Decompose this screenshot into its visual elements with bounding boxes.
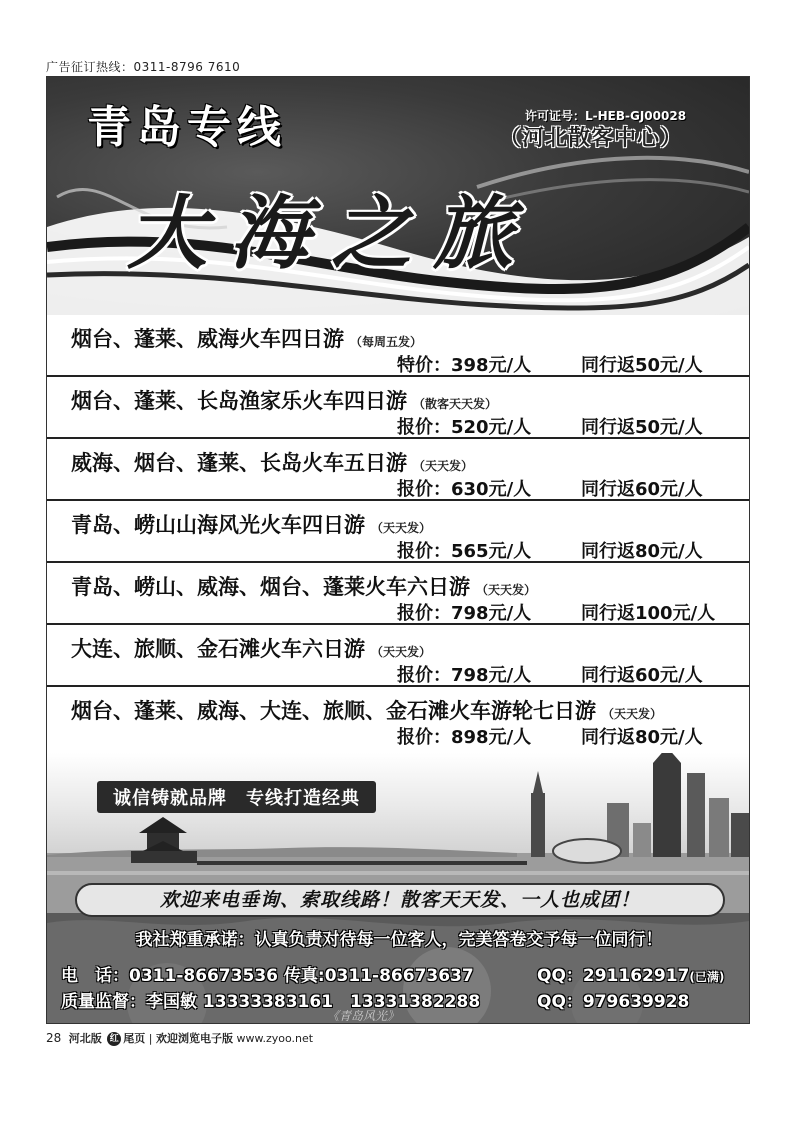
tour-rebate: 同行返100元/人	[581, 603, 716, 624]
tour-name: 威海、烟台、蓬莱、长岛火车五日游 （天天发）	[71, 450, 474, 475]
service-promise: 我社郑重承诺：认真负责对待每一位客人，完美答卷交予每一位同行！	[135, 930, 663, 950]
page-number: 28	[46, 1031, 62, 1045]
tour-row	[47, 377, 749, 439]
tour-price: 报价：630元/人	[397, 479, 532, 500]
tour-price: 报价：565元/人	[397, 541, 532, 562]
welcome-text: 欢迎来电垂询、索取线路！散客天天发、一人也成团！	[159, 889, 640, 911]
agency-name: （河北散客中心）	[499, 125, 684, 151]
tour-rebate: 同行返80元/人	[581, 541, 703, 562]
tour-schedule: （天天发）	[371, 645, 432, 659]
tour-schedule: （天天发）	[413, 459, 474, 473]
tour-name: 烟台、蓬莱、威海、大连、旅顺、金石滩火车游轮七日游 （天天发）	[71, 698, 663, 723]
tour-rebate: 同行返60元/人	[581, 665, 703, 686]
tour-row	[47, 687, 749, 749]
tour-schedule: （天天发）	[476, 583, 537, 597]
tour-price: 报价：520元/人	[397, 417, 532, 438]
brand-slogan: 诚信铸就品牌 专线打造经典	[97, 781, 376, 813]
tour-schedule: （天天发）	[371, 521, 432, 535]
tour-row	[47, 625, 749, 687]
route-title: 青岛专线	[87, 102, 287, 153]
qq-number-2: QQ：979639928	[537, 992, 690, 1012]
tour-rebate: 同行返50元/人	[581, 355, 703, 376]
qq-line-1	[537, 961, 724, 986]
tour-row	[47, 563, 749, 625]
supervisor-line: 质量监督：李国敏 13333383161 13331382288	[61, 992, 481, 1012]
tour-price: 特价：398元/人	[397, 355, 532, 376]
tour-name: 烟台、蓬莱、威海火车四日游 （每周五发）	[71, 326, 423, 351]
tour-schedule: （天天发）	[602, 707, 663, 721]
tour-rebate: 同行返50元/人	[581, 417, 703, 438]
phone-number: 电 话：0311-86673536	[61, 966, 278, 986]
footer-separator: |	[148, 1032, 153, 1045]
page-footer	[46, 1030, 313, 1046]
fax-number: 传真:0311-86673637	[283, 966, 474, 986]
browse-label: 欢迎浏览电子版	[156, 1032, 233, 1045]
tour-name: 青岛、崂山山海风光火车四日游 （天天发）	[71, 512, 432, 537]
contact-line-1	[61, 961, 474, 986]
license-number: 许可证号：L-HEB-GJ00028	[525, 109, 687, 123]
tour-row	[47, 439, 749, 501]
tour-name: 青岛、崂山、威海、烟台、蓬莱火车六日游 （天天发）	[71, 574, 537, 599]
tour-rebate: 同行返60元/人	[581, 479, 703, 500]
tour-price: 报价：798元/人	[397, 665, 532, 686]
edition-label: 河北版	[68, 1032, 102, 1045]
photo-caption: 《青岛风光》	[327, 1009, 400, 1023]
qq-full-note: (已满)	[689, 970, 725, 984]
section-label: 尾页	[123, 1032, 146, 1045]
qq-number-1: QQ：291162917	[537, 966, 690, 986]
tour-schedule: （散客天天发）	[413, 397, 498, 411]
tour-price: 报价：798元/人	[397, 603, 532, 624]
website-link[interactable]: www.zyoo.net	[236, 1032, 314, 1045]
ad-hotline: 广告征订热线：0311-8796 7610	[46, 60, 241, 74]
tour-name: 烟台、蓬莱、长岛渔家乐火车四日游 （散客天天发）	[71, 388, 498, 413]
welcome-banner	[75, 883, 725, 917]
tour-advertisement	[46, 76, 750, 1024]
tour-schedule: （每周五发）	[350, 335, 423, 349]
header-banner	[47, 77, 749, 315]
main-headline: 大海之旅	[127, 186, 535, 280]
tour-price: 报价：898元/人	[397, 727, 532, 748]
tour-row	[47, 501, 749, 563]
tour-rebate: 同行返80元/人	[581, 727, 703, 748]
edition-badge-icon: 红	[107, 1032, 121, 1046]
tour-row	[47, 315, 749, 377]
tour-name: 大连、旅顺、金石滩火车六日游 （天天发）	[71, 636, 432, 661]
